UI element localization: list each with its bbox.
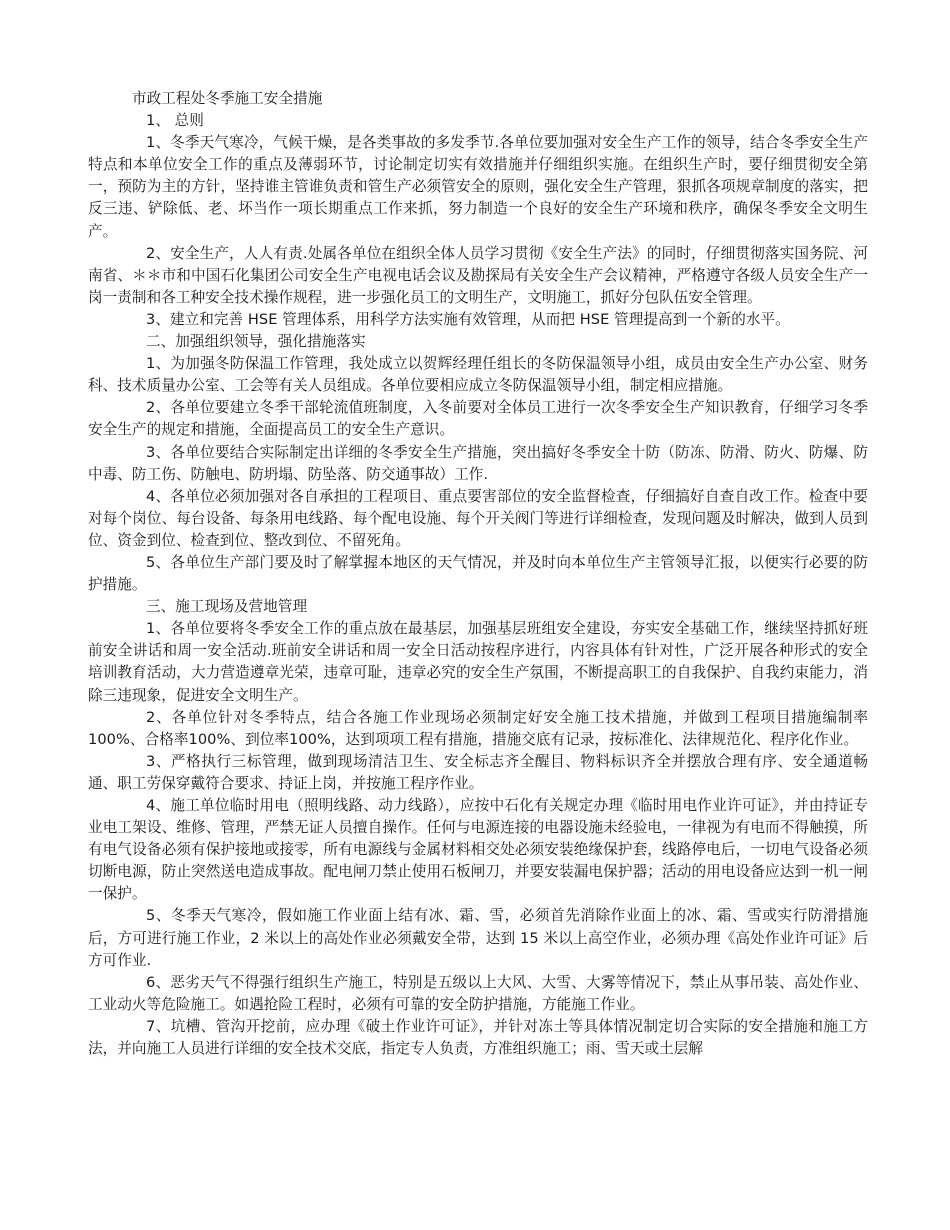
paragraph: 1、为加强冬防保温工作管理，我处成立以贺辉经理任组长的冬防保温领导小组，成员由安全生产办公室、财务科、技术质量办公室、工会等有关人员组成。各单位要相应成立冬防保温领导小组，制定相应措施。 [88, 355, 868, 395]
paragraph: 3、建立和完善 HSE 管理体系，用科学方法实施有效管理，从而把 HSE 管理提高到一个新的水平。 [146, 310, 790, 328]
section-heading: 1、 总则 [146, 112, 204, 130]
paragraph: 1、各单位要将冬季安全工作的重点放在最基层，加强基层班组安全建设，夯实安全基础工作，继续坚持抓好班前安全讲话和周一安全活动.班前安全讲话和周一安全日活动按程序进行，内容具体有针对性，广泛开展各种形式的安全培训教育活动，大力营造遵章光荣，违章可耻，违章必究的安全生产氛围，不断提高职工的自我保护、自我约束能力，消除三违现象，促进安全文明生产。 [88, 620, 868, 704]
paragraph: 5、冬季天气寒冷，假如施工作业面上结有冰、霜、雪，必须首先消除作业面上的冰、霜、雪或实行防滑措施后，方可进行施工作业，2 米以上的高处作业必须戴安全带，达到 15 米以上高空作业，必须办理《高处作业许可证》后方可作业. [88, 907, 868, 969]
document-title: 市政工程处冬季施工安全措施 [132, 90, 323, 107]
paragraph: 1、冬季天气寒冷，气候干燥，是各类事故的多发季节.各单位要加强对安全生产工作的领导，结合冬季安全生产特点和本单位安全工作的重点及薄弱环节，讨论制定切实有效措施并仔细组织实施。在组织生产时，要仔细贯彻安全第一，预防为主的方针，坚持谁主管谁负责和管生产必须管安全的原则，强化安全生产管理，狠抓各项规章制度的落实，把反三违、铲除低、老、坏当作一项长期重点工作来抓，努力制造一个良好的安全生产环境和秩序，确保冬季安全文明生产。 [88, 134, 868, 240]
paragraph: 2、各单位针对冬季特点，结合各施工作业现场必须制定好安全施工技术措施，并做到工程项目措施编制率100%、合格率100%、到位率100%，达到项项工程有措施，措施交底有记录，按标准化、法律规范化、程序化作业。 [88, 708, 868, 748]
paragraph: 7、坑槽、管沟开挖前，应办理《破土作业许可证》，并针对冻土等具体情况制定切合实际的安全措施和施工方法，并向施工人员进行详细的安全技术交底，指定专人负责，方准组织施工；雨、雪天或土层解 [88, 1017, 868, 1058]
document-blocks [88, 110, 868, 1060]
paragraph: 5、各单位生产部门要及时了解掌握本地区的天气情况，并及时向本单位生产主管领导汇报，以便实行必要的防护措施。 [88, 553, 868, 594]
section-heading: 二、加强组织领导，强化措施落实 [146, 333, 366, 351]
paragraph: 4、施工单位临时用电（照明线路、动力线路），应按中石化有关规定办理《临时用电作业许可证》，并由持证专业电工架设、维修、管理，严禁无证人员擅自操作。任何与电源连接的电器设施未经验电，一律视为有电而不得触摸，所有电气设备必须有保护接地或接零，所有电源线与金属材料相交处必须安装绝缘保护套，线路停电后，一切电气设备必须切断电源，防止突然送电造成事故。配电闸刀禁止使用石板闸刀，并要安装漏电保护器；活动的用电设备应达到一机一闸一保护。 [88, 797, 868, 903]
paragraph: 2、各单位要建立冬季干部轮流值班制度，入冬前要对全体员工进行一次冬季安全生产知识教育，仔细学习冬季安全生产的规定和措施，全面提高员工的安全生产意识。 [88, 399, 868, 439]
paragraph: 3、各单位要结合实际制定出详细的冬季安全生产措施，突出搞好冬季安全十防（防冻、防滑、防火、防爆、防中毒、防工伤、防触电、防坍塌、防坠落、防交通事故）工作. [88, 443, 868, 483]
section-heading: 三、施工现场及营地管理 [146, 598, 308, 616]
document-body [88, 88, 868, 1060]
paragraph: 4、各单位必须加强对各自承担的工程项目、重点要害部位的安全监督检查，仔细搞好自查自改工作。检查中要对每个岗位、每台设备、每条用电线路、每个配电设施、每个开关阀门等进行详细检查，发现问题及时解决，做到人员到位、资金到位、检查到位、整改到位、不留死角。 [88, 487, 868, 549]
paragraph: 3、严格执行三标管理，做到现场清洁卫生、安全标志齐全醒目、物料标识齐全并摆放合理有序、安全通道畅通、职工劳保穿戴符合要求、持证上岗，并按施工程序作业。 [88, 752, 868, 792]
paragraph: 2、安全生产，人人有责.处属各单位在组织全体人员学习贯彻《安全生产法》的同时，仔细贯彻落实国务院、河南省、＊＊市和中国石化集团公司安全生产电视电话会议及勘探局有关安全生产会议精神，严格遵守各级人员安全生产一岗一责制和各工种安全技术操作规程，进一步强化员工的文明生产，文明施工，抓好分包队伍安全管理。 [88, 244, 868, 306]
paragraph: 6、恶劣天气不得强行组织生产施工，特别是五级以上大风、大雪、大雾等情况下，禁止从事吊装、高处作业、工业动火等危险施工。如遇抢险工程时，必须有可靠的安全防护措施，方能施工作业。 [88, 973, 868, 1013]
